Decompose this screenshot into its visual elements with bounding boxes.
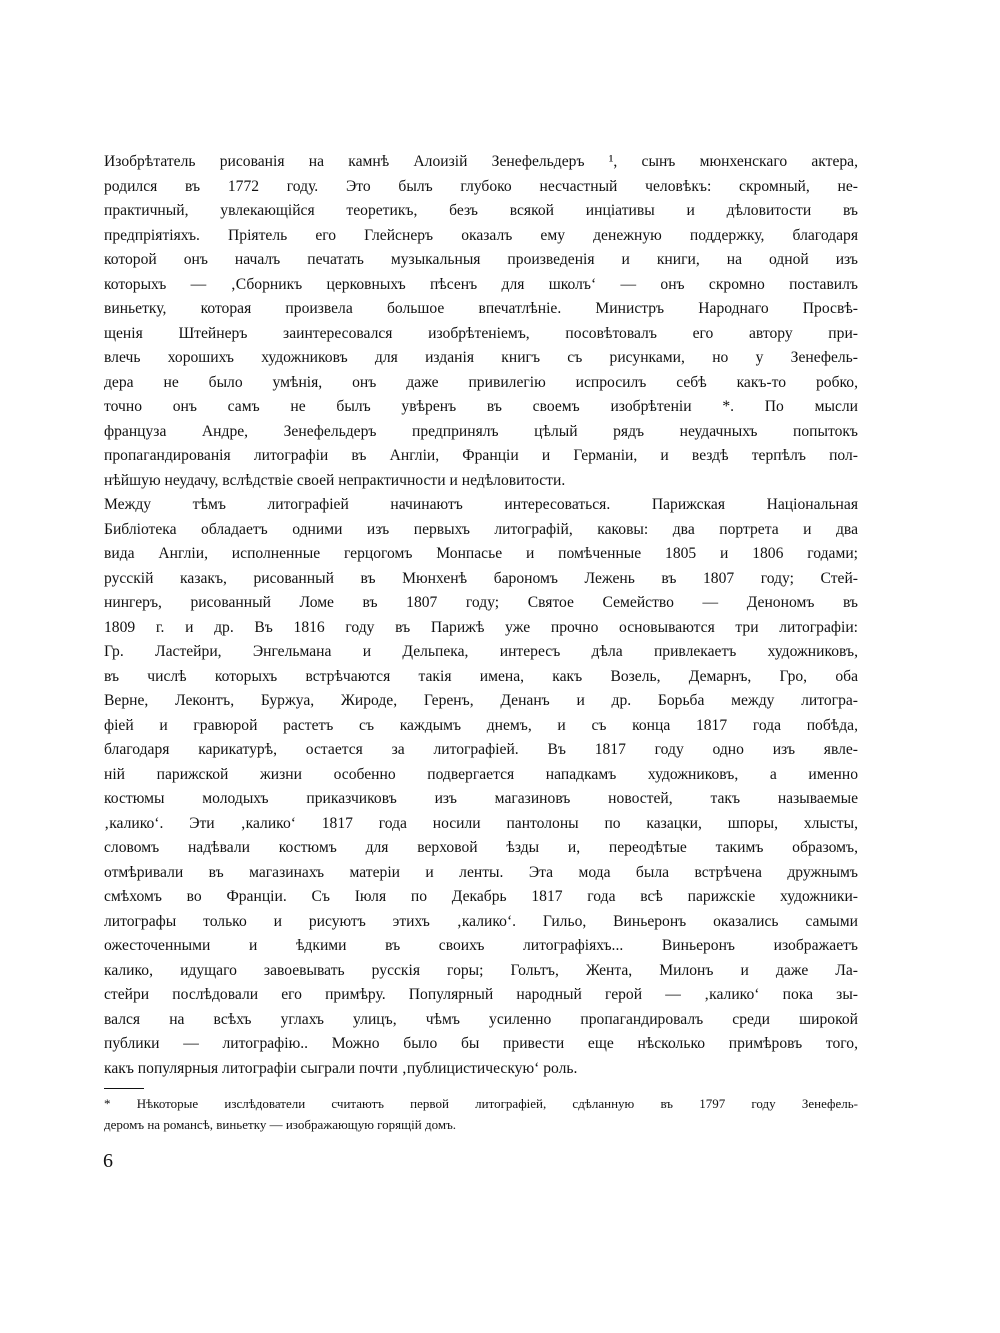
- footnote-line: * Нѣкоторые изслѣдователи считаютъ первой литографіей, сдѣланную въ 1797 году Зенефель-: [104, 1096, 858, 1111]
- text-line: виньетку, которая произвела большое впечатлѣніе. Министръ Народнаго Просвѣ-: [104, 300, 858, 317]
- paragraph-1: [104, 150, 858, 493]
- text-line: которыхъ — ‚Сборникъ церковныхъ пѣсенъ для школъ‘ — онъ скромно поставилъ: [104, 275, 858, 293]
- text-line: Библіотека обладаетъ одними изъ первыхъ литографій, каковы: два портрета и два: [104, 520, 858, 538]
- text-line: калико, идущаго завоевывать русскія горы; Гольтъ, Жента, Милонъ и даже Ла-: [104, 961, 858, 979]
- text-line: ній парижской жизни особенно подвергается нападкамъ художниковъ, а именно: [104, 765, 858, 783]
- text-line: въ числѣ которыхъ встрѣчаются такія имена, какъ Возель, Демарнъ, Гро, оба: [104, 667, 858, 685]
- footnote-divider: [104, 1088, 144, 1089]
- text-line: публики — литографію.. Можно было бы привести еще нѣсколько примѣровъ того,: [104, 1035, 858, 1052]
- text-line: нѣйшую неудачу, вслѣдствіе своей непрактичности и недѣловитости.: [104, 471, 566, 489]
- text-line: словомъ надѣвали костюмъ для верховой ѣзды и, переодѣтые такимъ образомъ,: [104, 839, 858, 856]
- text-line: 1809 г. и др. Въ 1816 году въ Парижѣ уже прочно основываются три литографіи:: [104, 618, 858, 636]
- text-line: литографы только и рисуютъ этихъ ‚калико‘. Гильо, Виньеронъ оказались самыми: [104, 912, 858, 930]
- page-number: 6: [103, 1150, 113, 1172]
- text-line: русскій казакъ, рисованный въ Мюнхенѣ барономъ Лежень въ 1807 году; Стей-: [104, 569, 858, 587]
- text-line: фіей и гравюрой растетъ съ каждымъ днемъ, и съ конца 1817 года побѣда,: [104, 716, 858, 734]
- footnote-line: деромъ на романсѣ, виньетку — изображающую горящій домъ.: [104, 1117, 457, 1132]
- text-line: нингеръ, рисованный Ломе въ 1807 году; Святое Семейство — Денономъ въ: [104, 594, 858, 611]
- text-line: щенія Штейнеръ заинтересовался изобрѣтеніемъ, посовѣтовалъ его автору при-: [104, 324, 858, 342]
- text-line: ожесточенными и ѣдкими въ своихъ литографіяхъ... Виньеронъ изображаетъ: [104, 937, 858, 954]
- text-line: точно онъ самъ не былъ увѣренъ въ своемъ изобрѣтеніи *. По мысли: [104, 398, 858, 415]
- text-line: которой онъ началъ печатать музыкальныя произведенія и книги, на одной изъ: [104, 251, 858, 268]
- text-line: ‚калико‘. Эти ‚калико‘ 1817 года носили пантолоны по казацки, шпоры, хлысты,: [104, 814, 858, 832]
- text-line: благодаря карикатурѣ, остается за литографіей. Въ 1817 году одно изъ явле-: [104, 741, 858, 758]
- footnote: [104, 1093, 858, 1135]
- text-line: Верне, Леконтъ, Буржуа, Жироде, Геренъ, Денанъ и др. Борьба между литогра-: [104, 692, 858, 709]
- text-line: дера не было умѣнія, онъ даже привилегію испросилъ себѣ какъ-то робко,: [104, 373, 858, 391]
- text-line: родился въ 1772 году. Это былъ глубоко несчастный человѣкъ: скромный, не-: [104, 177, 858, 195]
- text-line: предпріятіяхъ. Пріятель его Глейснеръ оказалъ ему денежную поддержку, благодаря: [104, 226, 858, 244]
- text-line: вался на всѣхъ углахъ улицъ, чѣмъ усиленно пропагандировалъ среди широкой: [104, 1010, 858, 1028]
- text-line: Изобрѣтатель рисованія на камнѣ Алоизій Зенефельдеръ ¹, сынъ мюнхенскаго актера,: [104, 153, 858, 170]
- text-line: Между тѣмъ литографіей начинаютъ интересоваться. Парижская Національная: [104, 496, 858, 513]
- text-line: вида Англіи, исполненные герцогомъ Монпасье и помѣченные 1805 и 1806 годами;: [104, 545, 858, 562]
- text-line: француза Андре, Зенефельдеръ предпринялъ цѣлый рядъ неудачныхъ попытокъ: [104, 422, 858, 440]
- text-line: отмѣривали въ магазинахъ матеріи и ленты. Эта мода была встрѣчена дружнымъ: [104, 863, 858, 881]
- text-line: практичный, увлекающійся теоретикъ, безъ всякой инціативы и дѣловитости въ: [104, 202, 858, 219]
- text-line: стейри послѣдовали его примѣру. Популярный народный герой — ‚калико‘ пока зы-: [104, 986, 858, 1003]
- paragraph-2: [104, 493, 858, 1081]
- text-line: костюмы молодыхъ приказчиковъ изъ магазиновъ новостей, такъ называемые: [104, 790, 858, 807]
- text-line: смѣхомъ во Франціи. Съ Іюля по Декабрь 1817 года всѣ парижскіе художники-: [104, 888, 858, 905]
- text-line: Гр. Ластейри, Энгельмана и Дельпека, интересъ дѣла привлекаетъ художниковъ,: [104, 643, 858, 660]
- text-line: пропагандированія литографіи въ Англіи, Франціи и Германіи, и вездѣ терпѣлъ пол-: [104, 447, 858, 464]
- text-line: влечь хорошихъ художниковъ для изданія книгъ съ рисунками, но у Зенефель-: [104, 349, 858, 366]
- page-body: [104, 150, 858, 1135]
- text-line: какъ популярныя литографіи сыграли почти ‚публицистическую‘ роль.: [104, 1059, 578, 1077]
